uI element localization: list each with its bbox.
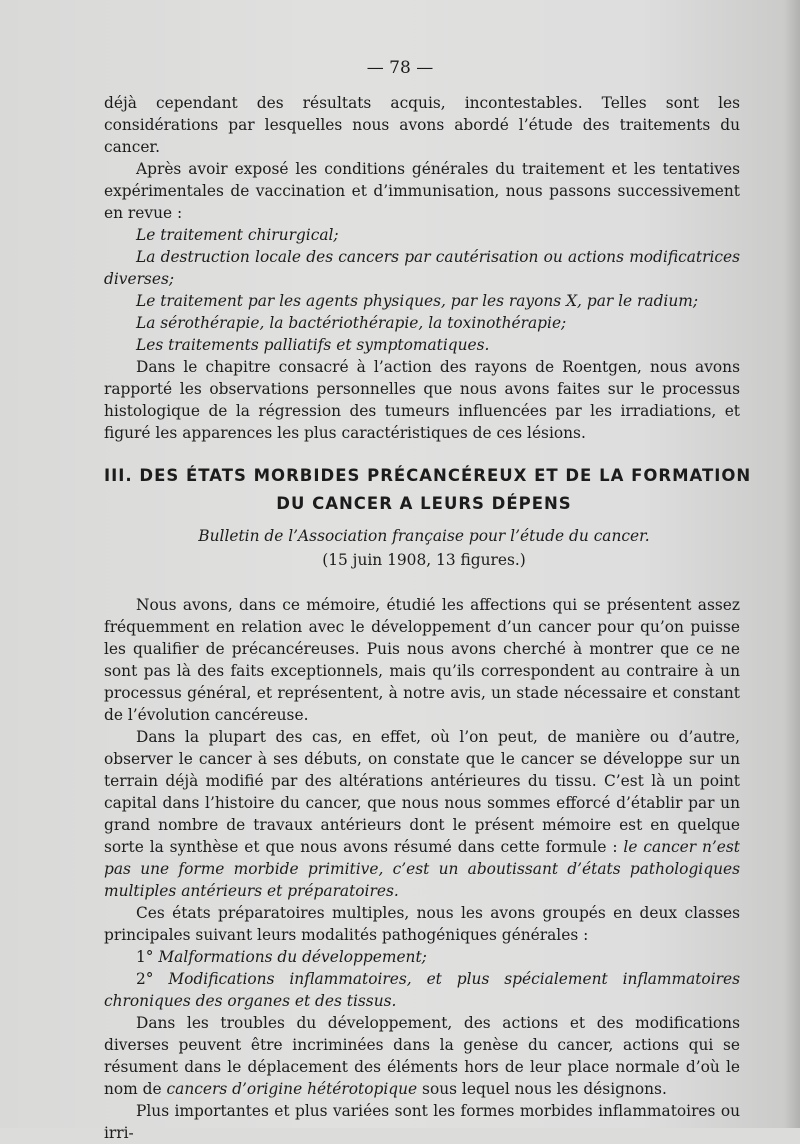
list-number: 1° — [136, 948, 154, 966]
classification-item-2 — [104, 968, 740, 1012]
intro-section — [104, 92, 740, 444]
body-paragraph-4-term: cancers d’origine hétérotopique — [166, 1080, 418, 1098]
list-text: Modifications inflammatoires, et plus spécialement inflammatoires chroniques des organes et des tissus. — [104, 970, 740, 1010]
body-paragraph-2 — [104, 726, 740, 902]
body-paragraph-4 — [104, 1012, 740, 1100]
body-section — [104, 594, 740, 1144]
body-paragraph-5: Plus importantes et plus variées sont les formes morbides inflammatoires ou irri- — [104, 1102, 740, 1142]
treatment-list-item: La destruction locale des cancers par cautérisation ou actions modificatrices diverses; — [104, 248, 740, 288]
body-paragraph-3: Ces états préparatoires multiples, nous les avons groupés en deux classes principales suivant leurs modalités pathogéniques générales : — [104, 904, 740, 944]
treatment-list-item: Le traitement par les agents physiques, par les rayons X, par le radium; — [136, 292, 699, 310]
section-heading — [104, 462, 752, 518]
list-text: Malformations du développement; — [158, 948, 427, 966]
publication-citation — [104, 524, 744, 572]
section-heading-line-1: III. DES ÉTATS MORBIDES PRÉCANCÉREUX ET DE LA FORMATION — [104, 466, 752, 485]
intro-paragraph-2: Après avoir exposé les conditions générales du traitement et les tentatives expérimentales de vaccination et d’immunisation, nous passons successivement en revue : — [104, 160, 740, 222]
body-paragraph-4-end: sous lequel nous les désignons. — [422, 1080, 667, 1098]
intro-paragraph-3: Dans le chapitre consacré à l’action des rayons de Roentgen, nous avons rapporté les observations personnelles que nous avons faites sur le processus histologique de la régression des tumeurs influencées par les irradiations, et figuré les apparences les plus caractéristiques de ces lésions. — [104, 358, 740, 442]
section-heading-line-2: DU CANCER A LEURS DÉPENS — [276, 494, 572, 513]
body-paragraph-2-formula: le cancer n’est pas une forme morbide primitive, c’est un aboutissant d’états pathologiques multiples antérieurs et préparatoires. — [104, 838, 740, 900]
treatment-list-item: La sérothérapie, la bactériothérapie, la toxinothérapie; — [136, 314, 567, 332]
body-paragraph-2-text: Dans la plupart des cas, en effet, où l’on peut, de manière ou d’autre, observer le cancer à ses débuts, on constate que le cancer se développe sur un terrain déjà modifié par des altérations antérieures du tissu. C’est là un point capital dans l’histoire du cancer, que nous nous sommes efforcé d’établir par un grand nombre de travaux antérieurs dont le présent mémoire est en quelque sorte la synthèse et que nous avons résumé dans cette formule : — [104, 728, 740, 856]
list-number: 2° — [136, 970, 154, 988]
journal-title: Bulletin de l’Association française pour l’étude du cancer. — [198, 527, 650, 545]
page-edge-shadow — [784, 0, 800, 1128]
treatment-list-item: Les traitements palliatifs et symptomatiques. — [136, 336, 490, 354]
page-number: — 78 — — [366, 58, 434, 78]
treatment-list-item: Le traitement chirurgical; — [136, 226, 339, 244]
publication-date: (15 juin 1908, 13 figures.) — [322, 551, 526, 569]
classification-item-1 — [104, 946, 740, 968]
intro-paragraph-1: déjà cependant des résultats acquis, incontestables. Telles sont les considérations par lesquelles nous avons abordé l’étude des traitements du cancer. — [104, 94, 740, 156]
body-paragraph-1: Nous avons, dans ce mémoire, étudié les affections qui se présentent assez fréquemment en relation avec le développement d’un cancer pour qu’on puisse les qualifier de précancéreuses. Puis nous avons cherché à montrer que ce ne sont pas là des faits exceptionnels, mais qu’ils correspondent au contraire à un processus général, et représentent, à notre avis, un stade nécessaire et constant de l’évolution cancéreuse. — [104, 596, 740, 724]
body-paragraph-4-text: Dans les troubles du développement, des actions et des modifications diverses peuvent être incriminées dans la genèse du cancer, actions qui se résument dans le déplacement des éléments hors de leur place normale d’où le nom de — [104, 1014, 740, 1098]
